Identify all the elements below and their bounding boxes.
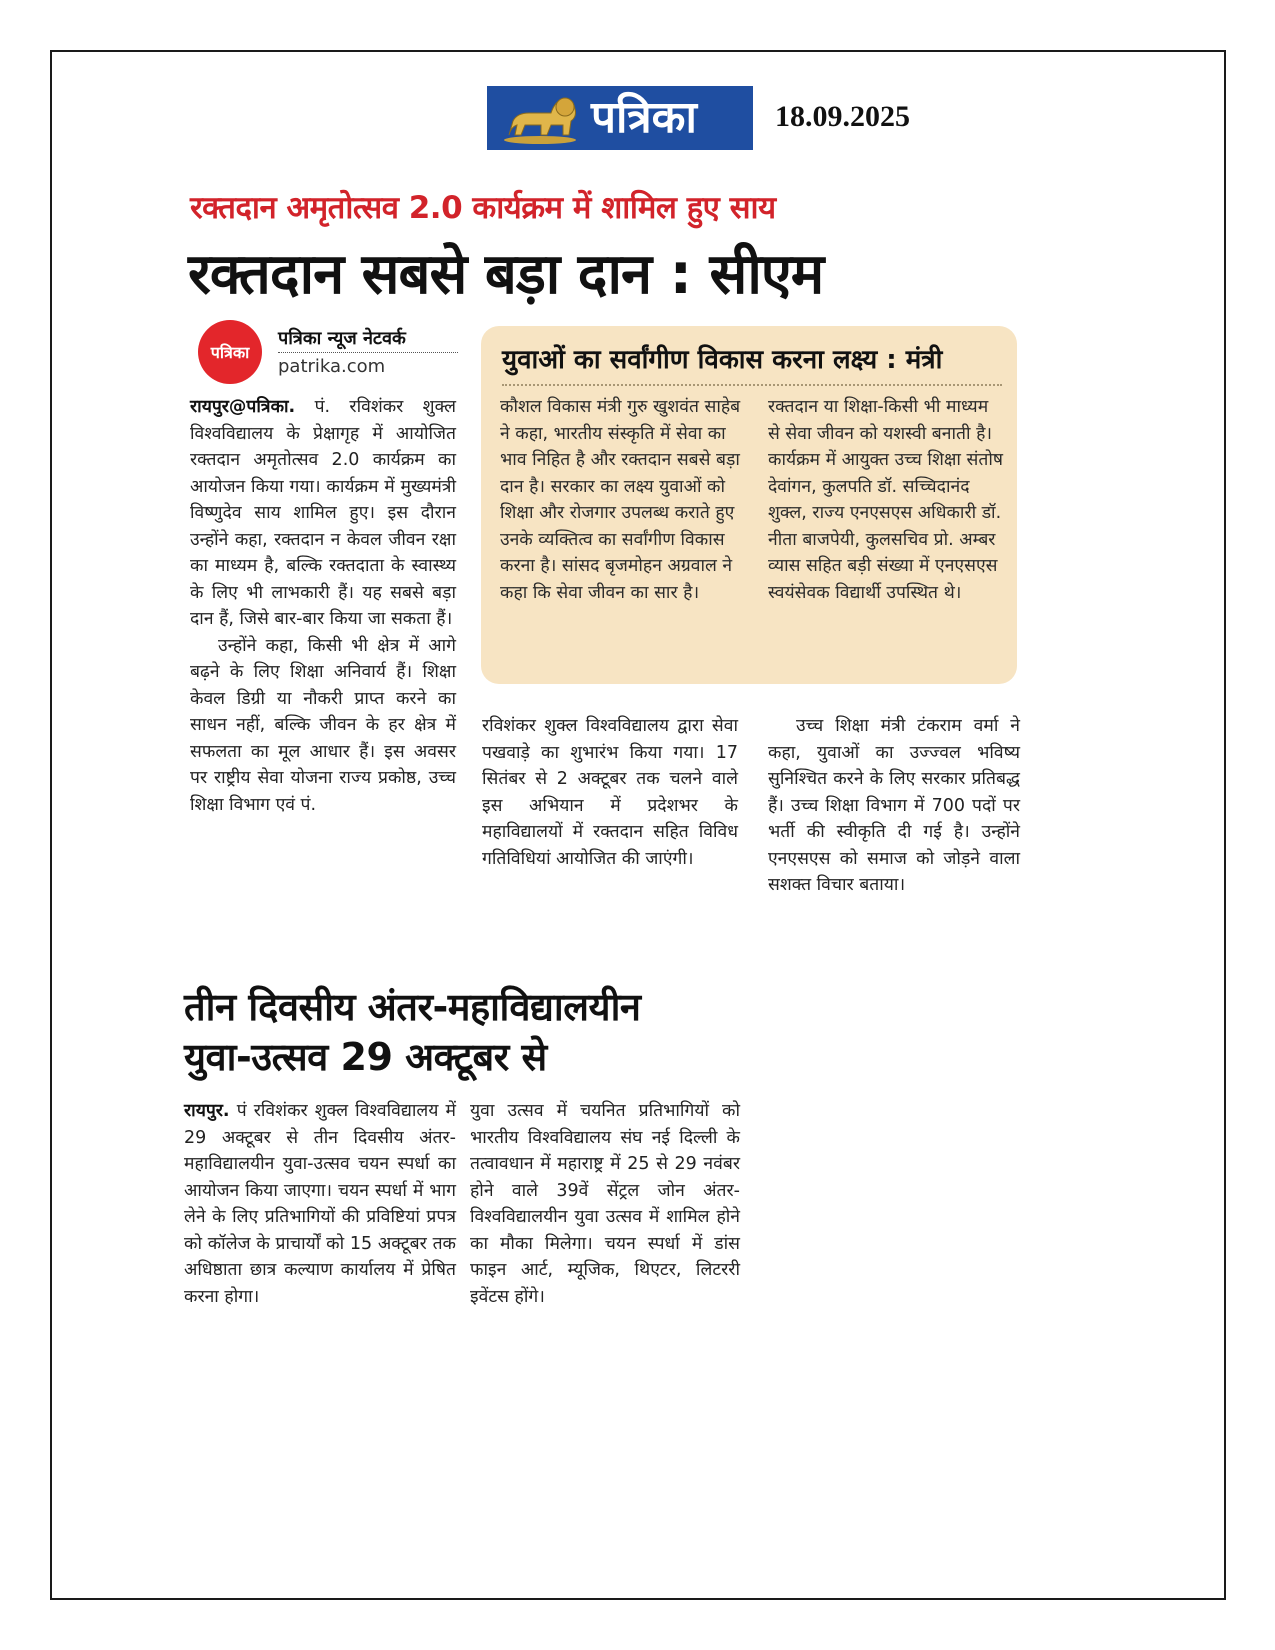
- article-kicker: रक्तदान अमृतोत्सव 2.0 कार्यक्रम में शामिल हुए साय: [190, 190, 776, 226]
- sidebar-box-title: युवाओं का सर्वांगीण विकास करना लक्ष्य : मंत्री: [502, 345, 943, 375]
- article1-paragraph-1-text: पं. रविशंकर शुक्ल विश्वविद्यालय के प्रेक्षागृह में आयोजित रक्तदान अमृतोत्सव 2.0 कार्यक्रम का आयोजन किया गया। कार्यक्रम में मुख्यमंत्री विष्णुदेव साय शामिल हुए। इस दौरान उन्होंने कहा, रक्तदान न केवल जीवन रक्षा का माध्यम है, बल्कि रक्तदाता के स्वास्थ्य के लिए भी लाभकारी हैं। यह सबसे बड़ा दान हैं, जिसे बार-बार किया जा सकता हैं।: [190, 397, 456, 629]
- article1-column-1: [190, 394, 456, 818]
- masthead-logo: [487, 86, 753, 150]
- article1-column-3: [768, 713, 1020, 899]
- article2-headline: [184, 982, 641, 1082]
- lion-emblem-icon: [499, 91, 581, 145]
- sidebar-box-column-2: [768, 394, 1004, 606]
- brand-name: पत्रिका: [591, 92, 697, 143]
- sidebar-box-divider: [502, 384, 1002, 386]
- publication-date: 18.09.2025: [775, 100, 910, 133]
- article1-column-3-text: उच्च शिक्षा मंत्री टंकराम वर्मा ने कहा, युवाओं का उज्ज्वल भविष्य सुनिश्चित करने के लिए सरकार प्रतिबद्ध हैं। उच्च शिक्षा विभाग में 700 पदों पर भर्ती की स्वीकृति दी गई है। उन्होंने एनएसएस को समाज को जोड़ने वाला सशक्त विचार बताया।: [768, 716, 1020, 895]
- article2-headline-line-1: तीन दिवसीय अंतर-महाविद्यालयीन: [184, 985, 641, 1029]
- article1-paragraph-2: उन्होंने कहा, किसी भी क्षेत्र में आगे बढ़ने के लिए शिक्षा अनिवार्य हैं। शिक्षा केवल डिग्री या नौकरी प्राप्त करने का साधन नहीं, बल्कि जीवन के हर क्षेत्र में सफलता का मूल आधार हैं। इस अवसर पर राष्ट्रीय सेवा योजना राज्य प्रकोष्ठ, उच्च शिक्षा विभाग एवं पं.: [190, 635, 456, 815]
- article2-paragraph-1-text: पं रविशंकर शुक्ल विश्वविद्यालय में 29 अक्टूबर से तीन दिवसीय अंतर-महाविद्यालयीन युवा-उत्सव चयन स्पर्धा का आयोजन किया जाएगा। चयन स्पर्धा में भाग लेने के लिए प्रतिभागियों की प्रविष्टियां प्रपत्र को कॉलेज के प्राचार्यों को 15 अक्टूबर तक अधिष्ठाता छात्र कल्याण कार्यालय में प्रेषित करना होगा।: [184, 1101, 456, 1307]
- sidebar-box-text-2: रक्तदान या शिक्षा-किसी भी माध्यम से सेवा जीवन को यशस्वी बनाती है। कार्यक्रम में आयुक्त उच्च शिक्षा संतोष देवांगन, कुलपति डॉ. सच्चिदानंद शुक्ल, राज्य एनएसएस अधिकारी डॉ. नीता बाजपेयी, कुलसचिव प्रो. अम्बर व्यास सहित बड़ी संख्या में एनएसएस स्वयंसेवक विद्यार्थी उपस्थित थे।: [768, 397, 1003, 603]
- article1-column-2-text: रविशंकर शुक्ल विश्वविद्यालय द्वारा सेवा पखवाड़े का शुभारंभ किया गया। 17 सितंबर से 2 अक्टूबर तक चलने वाले इस अभियान में प्रदेशभर के महाविद्यालयों में रक्तदान सहित विविध गतिविधियां आयोजित की जाएंगी।: [482, 716, 738, 869]
- byline-url: patrika.com: [278, 356, 386, 377]
- article2-headline-line-2: युवा-उत्सव 29 अक्टूबर से: [184, 1035, 547, 1079]
- article1-dateline: रायपुर@पत्रिका.: [190, 397, 296, 417]
- article2-paragraph-1: [184, 1098, 456, 1310]
- article1-column-2: [482, 713, 738, 872]
- article2-column-2: [470, 1098, 740, 1310]
- byline-network: पत्रिका न्यूज नेटवर्क: [278, 326, 458, 353]
- article-headline: रक्तदान सबसे बड़ा दान : सीएम: [188, 242, 824, 307]
- byline-logo: [198, 320, 262, 384]
- article2-column-2-text: युवा उत्सव में चयनित प्रतिभागियों को भारतीय विश्वविद्यालय संघ नई दिल्ली के तत्वावधान में महाराष्ट्र में 25 से 29 नवंबर होने वाले 39वें सेंट्रल जोन अंतर-विश्वविद्यालयीन युवा उत्सव में शामिल होने का मौका मिलेगा। चयन स्पर्धा में डांस फाइन आर्ट, म्यूजिक, थिएटर, लिटररी इवेंटस होंगे।: [470, 1101, 740, 1307]
- article2-dateline: रायपुर.: [184, 1101, 230, 1121]
- sidebar-box-column-1: [500, 394, 750, 606]
- article1-paragraph-1: [190, 394, 456, 633]
- byline-logo-text: पत्रिका: [210, 343, 250, 362]
- article2-column-1: [184, 1098, 456, 1310]
- sidebar-box-text-1: कौशल विकास मंत्री गुरु खुशवंत साहेब ने कहा, भारतीय संस्कृति में सेवा का भाव निहित है और रक्तदान सबसे बड़ा दान है। सरकार का लक्ष्य युवाओं को शिक्षा और रोजगार उपलब्ध कराते हुए उनके व्यक्तित्व का सर्वांगीण विकास करना है। सांसद बृजमोहन अग्रवाल ने कहा कि सेवा जीवन का सार है।: [500, 397, 741, 603]
